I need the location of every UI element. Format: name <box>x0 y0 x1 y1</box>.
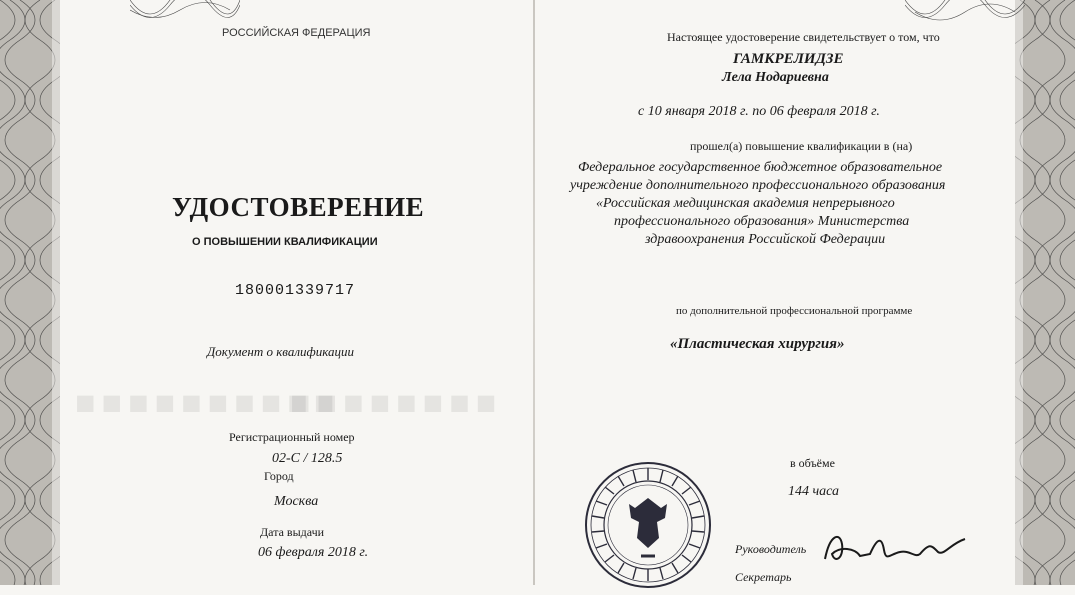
head-label: Руководитель <box>735 542 807 556</box>
issue-date-label: Дата выдачи <box>260 525 325 539</box>
doc-type-label: Документ о квалификации <box>207 344 354 359</box>
top-ornament-right <box>905 0 1025 30</box>
org-line-5: здравоохранения Российской Федерации <box>645 232 886 247</box>
volume-value: 144 часа <box>788 484 840 499</box>
country-label: РОССИЙСКАЯ ФЕДЕРАЦИЯ <box>222 27 371 39</box>
document-subtitle: О ПОВЫШЕНИИ КВАЛИФИКАЦИИ <box>192 236 378 248</box>
right-guilloche-border <box>1015 0 1075 585</box>
top-ornament-left <box>130 0 240 30</box>
official-seal <box>583 460 713 590</box>
page-fold-divider <box>533 0 535 585</box>
org-line-1: Федеральное государственное бюджетное образовательное <box>578 160 943 175</box>
reg-number-value: 02-С / 128.5 <box>272 451 343 466</box>
city-label: Город <box>264 469 294 483</box>
watermark-left: ■■■■■■■■■■ <box>75 385 341 422</box>
reg-number-label: Регистрационный номер <box>229 430 355 444</box>
org-line-2: учреждение дополнительного профессионального образования <box>570 178 946 193</box>
document-title: УДОСТОВЕРЕНИЕ <box>172 192 425 222</box>
volume-label: в объёме <box>790 456 835 470</box>
secretary-label: Секретарь <box>735 570 792 584</box>
holder-surname: ГАМКРЕЛИДЗЕ <box>733 51 844 67</box>
watermark-left-2: ■■■■■■■■ <box>290 385 503 422</box>
document-number: 180001339717 <box>235 282 356 299</box>
org-line-4: профессионального образования» Министерства <box>614 214 910 229</box>
program-label: по дополнительной профессиональной программе <box>676 305 913 317</box>
org-line-3: «Российская медицинская академия непрерывного <box>596 196 895 211</box>
issue-date-value: 06 февраля 2018 г. <box>258 545 369 560</box>
passed-text: прошел(а) повышение квалификации в (на) <box>690 139 913 153</box>
left-guilloche-border <box>0 0 60 585</box>
signature <box>820 524 970 574</box>
study-period: с 10 января 2018 г. по 06 февраля 2018 г. <box>638 104 880 119</box>
holder-name: Лела Нодариевна <box>722 70 829 85</box>
program-value: «Пластическая хирургия» <box>670 336 845 352</box>
city-value: Москва <box>274 494 319 509</box>
intro-text: Настоящее удостоверение свидетельствует о том, что <box>667 30 940 44</box>
